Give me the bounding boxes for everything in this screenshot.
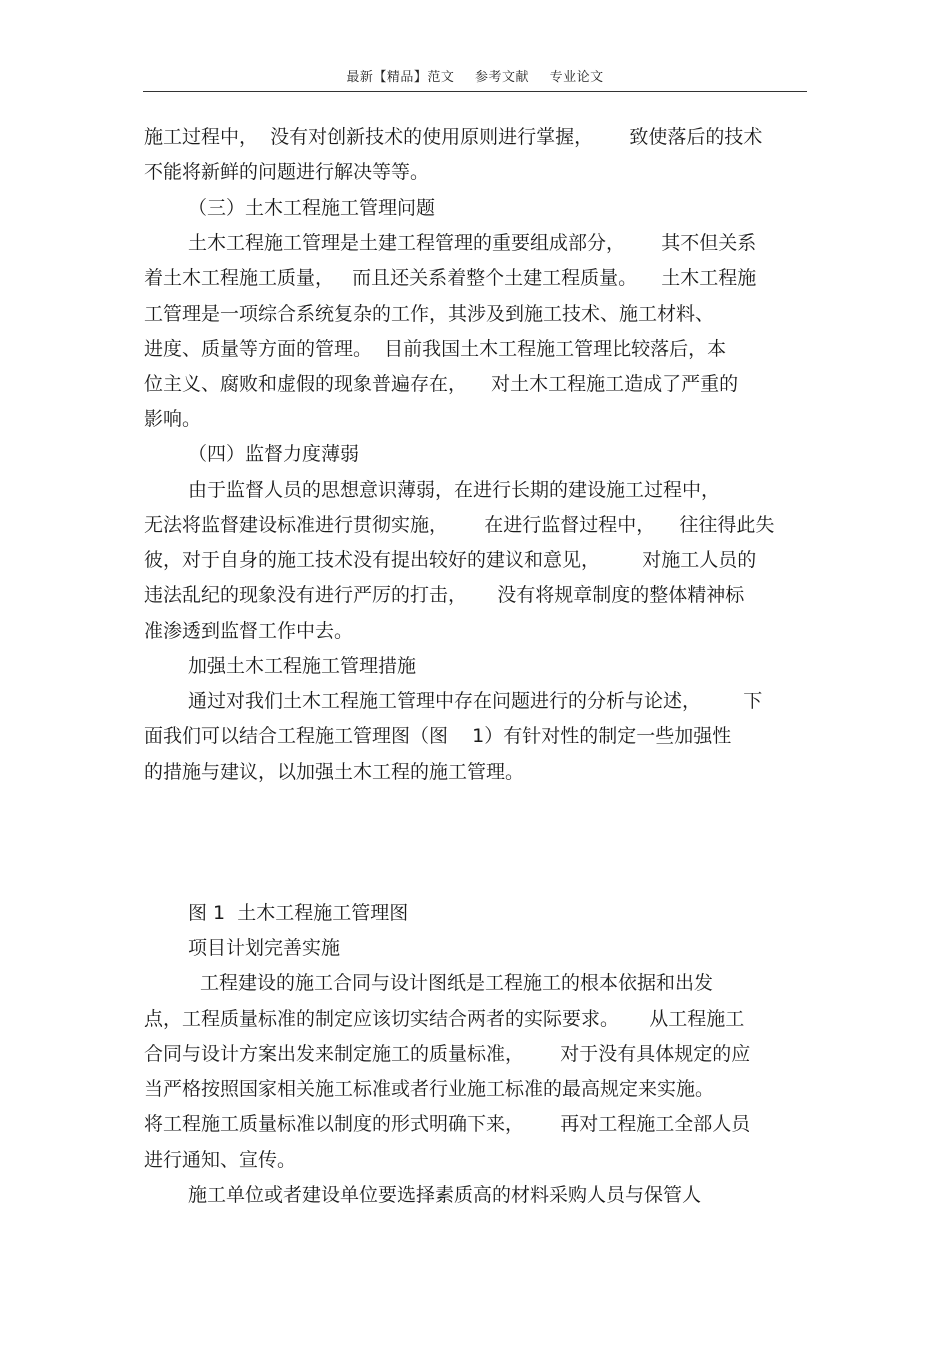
- figure-caption: 图 1 土木工程施工管理图: [188, 902, 409, 924]
- header-item-latest: 最新【精品】范文: [346, 70, 455, 85]
- section-heading-measures: 加强土木工程施工管理措施: [188, 655, 417, 677]
- body-line: 将工程施工质量标准以制度的形式明确下来， 再对工程施工全部人员: [144, 1113, 751, 1135]
- body-line: 不能将新鲜的问题进行解决等等。: [144, 161, 430, 183]
- header-item-papers: 专业论文: [549, 70, 604, 85]
- body-line: 的措施与建议，以加强土木工程的施工管理。: [144, 761, 525, 783]
- body-line: 着土木工程施工质量， 而且还关系着整个土建工程质量。 土木工程施: [144, 267, 757, 289]
- body-line: 进行通知、宣传。: [144, 1149, 297, 1171]
- body-line: 准渗透到监督工作中去。: [144, 620, 354, 642]
- body-line: 施工单位或者建设单位要选择素质高的材料采购人员与保管人: [188, 1184, 702, 1206]
- body-line: 通过对我们土木工程施工管理中存在问题进行的分析与论述， 下: [188, 690, 763, 712]
- body-line: 位主义、腐败和虚假的现象普遍存在， 对土木工程施工造成了严重的: [144, 373, 739, 395]
- body-line: 彼，对于自身的施工技术没有提出较好的建议和意见， 对施工人员的: [144, 549, 757, 571]
- body-line: 工程建设的施工合同与设计图纸是工程施工的根本依据和出发: [200, 972, 714, 994]
- header-divider: [143, 91, 807, 92]
- subsection-heading: 项目计划完善实施: [188, 937, 341, 959]
- body-line: 土木工程施工管理是土建工程管理的重要组成部分， 其不但关系: [188, 232, 757, 254]
- body-line: 影响。: [144, 408, 202, 430]
- body-line: 施工过程中， 没有对创新技术的使用原则进行掌握， 致使落后的技术: [144, 126, 763, 148]
- body-line: 面我们可以结合工程施工管理图（图 1）有针对性的制定一些加强性: [144, 725, 732, 747]
- body-line: 点，工程质量标准的制定应该切实结合两者的实际要求。 从工程施工: [144, 1008, 745, 1030]
- body-line: 进度、质量等方面的管理。 目前我国土木工程施工管理比较落后，本: [144, 338, 727, 360]
- body-line: 违法乱纪的现象没有进行严厉的打击， 没有将规章制度的整体精神标: [144, 584, 745, 606]
- body-line: 合同与设计方案出发来制定施工的质量标准， 对于没有具体规定的应: [144, 1043, 751, 1065]
- body-line: 工管理是一项综合系统复杂的工作，其涉及到施工技术、施工材料、: [144, 303, 715, 325]
- page-header: [143, 66, 807, 85]
- header-item-references: 参考文献: [474, 70, 529, 85]
- section-heading-4: （四）监督力度薄弱: [188, 443, 360, 465]
- body-line: 无法将监督建设标准进行贯彻实施， 在进行监督过程中， 往往得此失: [144, 514, 775, 536]
- body-line: 由于监督人员的思想意识薄弱，在进行长期的建设施工过程中，: [188, 479, 721, 501]
- body-line: 当严格按照国家相关施工标准或者行业施工标准的最高规定来实施。: [144, 1078, 715, 1100]
- section-heading-3: （三）土木工程施工管理问题: [188, 197, 436, 219]
